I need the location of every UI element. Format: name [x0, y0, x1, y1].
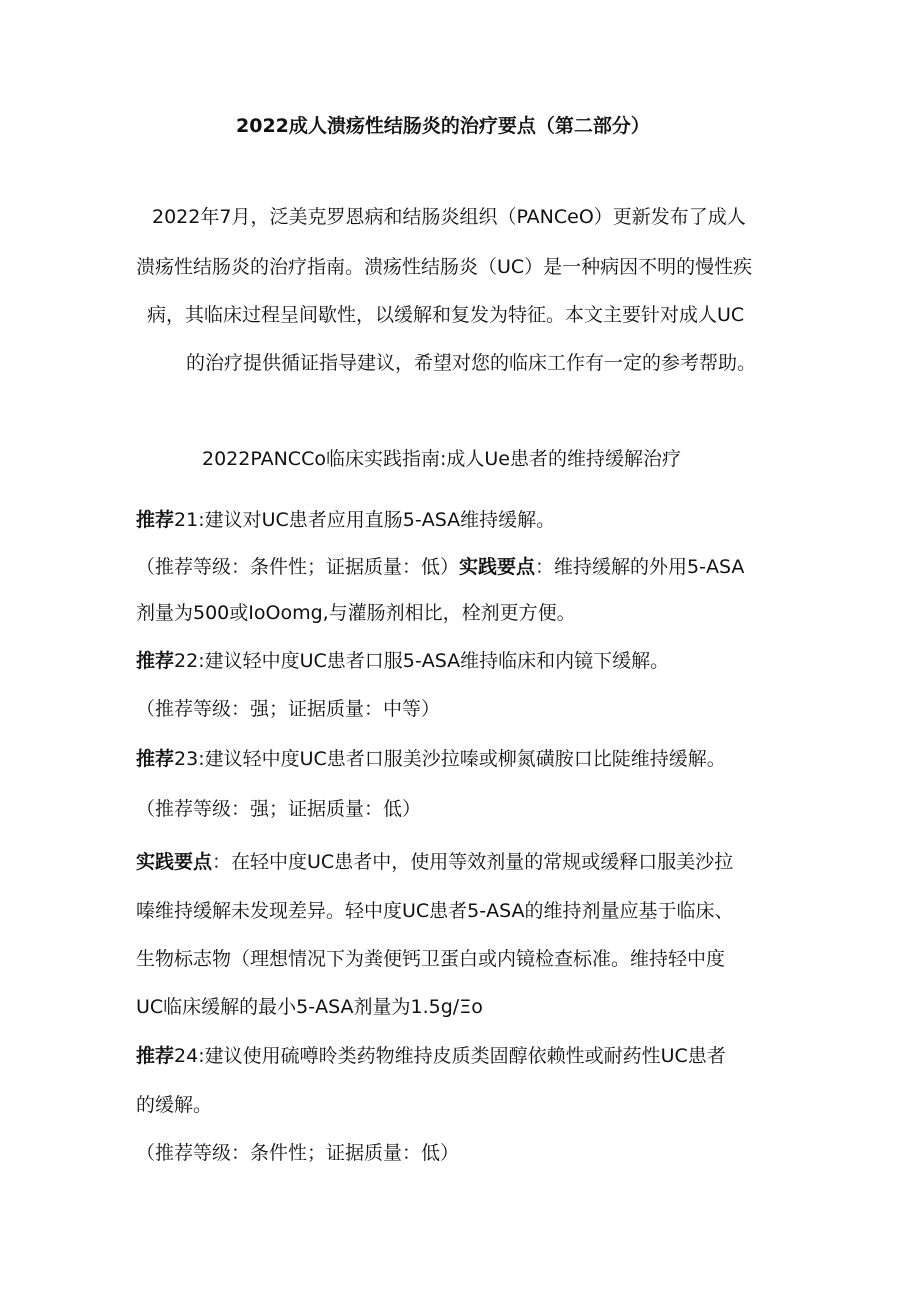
- intro-line-3: 病，其临床过程呈间歇性，以缓解和复发为特征。本文主要针对成人UC: [147, 304, 745, 326]
- rec22-label: 推荐: [136, 650, 175, 672]
- rec22-text: 22:建议轻中度UC患者口服5-ASA维持临床和内镜下缓解。: [174, 650, 670, 672]
- rec21-grade-line: [136, 554, 744, 580]
- intro-line-4: 的治疗提供循证指导建议，希望对您的临床工作有一定的参考帮助。: [186, 352, 757, 374]
- rec21-cont: 剂量为500或IoOomg,与灌肠剂相比，栓剂更方便。: [136, 602, 576, 624]
- rec24-line: [136, 1043, 726, 1069]
- rec21-practice-text: ：维持缓解的外用5-ASA: [535, 556, 745, 578]
- intro-line-2: 溃疡性结肠炎的治疗指南。溃疡性结肠炎（UC）是一种病因不明的慢性疾: [136, 256, 753, 278]
- rec21-label: 推荐: [136, 509, 175, 531]
- rec21-text: 21:建议对UC患者应用直肠5-ASA维持缓解。: [174, 509, 556, 531]
- rec24-text: 24:建议使用硫噂昤类药物维持皮质类固醇依赖性或耐药性UC患者: [174, 1045, 726, 1067]
- rec24-label: 推荐: [136, 1045, 175, 1067]
- practice-label: 实践要点: [136, 851, 213, 873]
- rec22-grade: （推荐等级：强；证据质量：中等）: [136, 698, 441, 720]
- rec23-label: 推荐: [136, 748, 175, 770]
- practice-line-4: UC临床缓解的最小5-ASA剂量为1.5g∕Ξo: [136, 996, 483, 1018]
- practice-text-1: ：在轻中度UC患者中，使用等效剂量的常规或缓释口服美沙拉: [212, 851, 734, 873]
- rec21-grade: （推荐等级：条件性；证据质量：低）: [136, 556, 460, 578]
- intro-line-1: 2022年7月，泛美克罗恩病和结肠炎组织（PANCeO）更新发布了成人: [152, 206, 746, 228]
- practice-line-2: 嗪维持缓解未发现差异。轻中度UC患者5-ASA的维持剂量应基于临床、: [136, 900, 734, 922]
- practice-line-3: 生物标志物（理想情况下为粪便钙卫蛋白或内镜检查标准。维持轻中度: [136, 948, 726, 970]
- rec24-cont: 的缓解。: [136, 1094, 213, 1116]
- rec23-line: [136, 746, 726, 772]
- practice-line-1: [136, 849, 733, 875]
- rec23-grade: （推荐等级：强；证据质量：低）: [136, 798, 422, 820]
- rec21-line: [136, 507, 555, 533]
- document-title: 2022成人溃疡性结肠炎的治疗要点（第二部分）: [236, 115, 650, 137]
- rec23-text: 23:建议轻中度UC患者口服美沙拉嗪或柳氮磺胺口比陡维持缓解。: [174, 748, 726, 770]
- section-heading: 2022PANCCo临床实践指南:成人Ue患者的维持缓解治疗: [202, 448, 681, 470]
- rec21-practice-label: 实践要点: [459, 556, 536, 578]
- rec22-line: [136, 648, 669, 674]
- rec24-grade: （推荐等级：条件性；证据质量：低）: [136, 1142, 460, 1164]
